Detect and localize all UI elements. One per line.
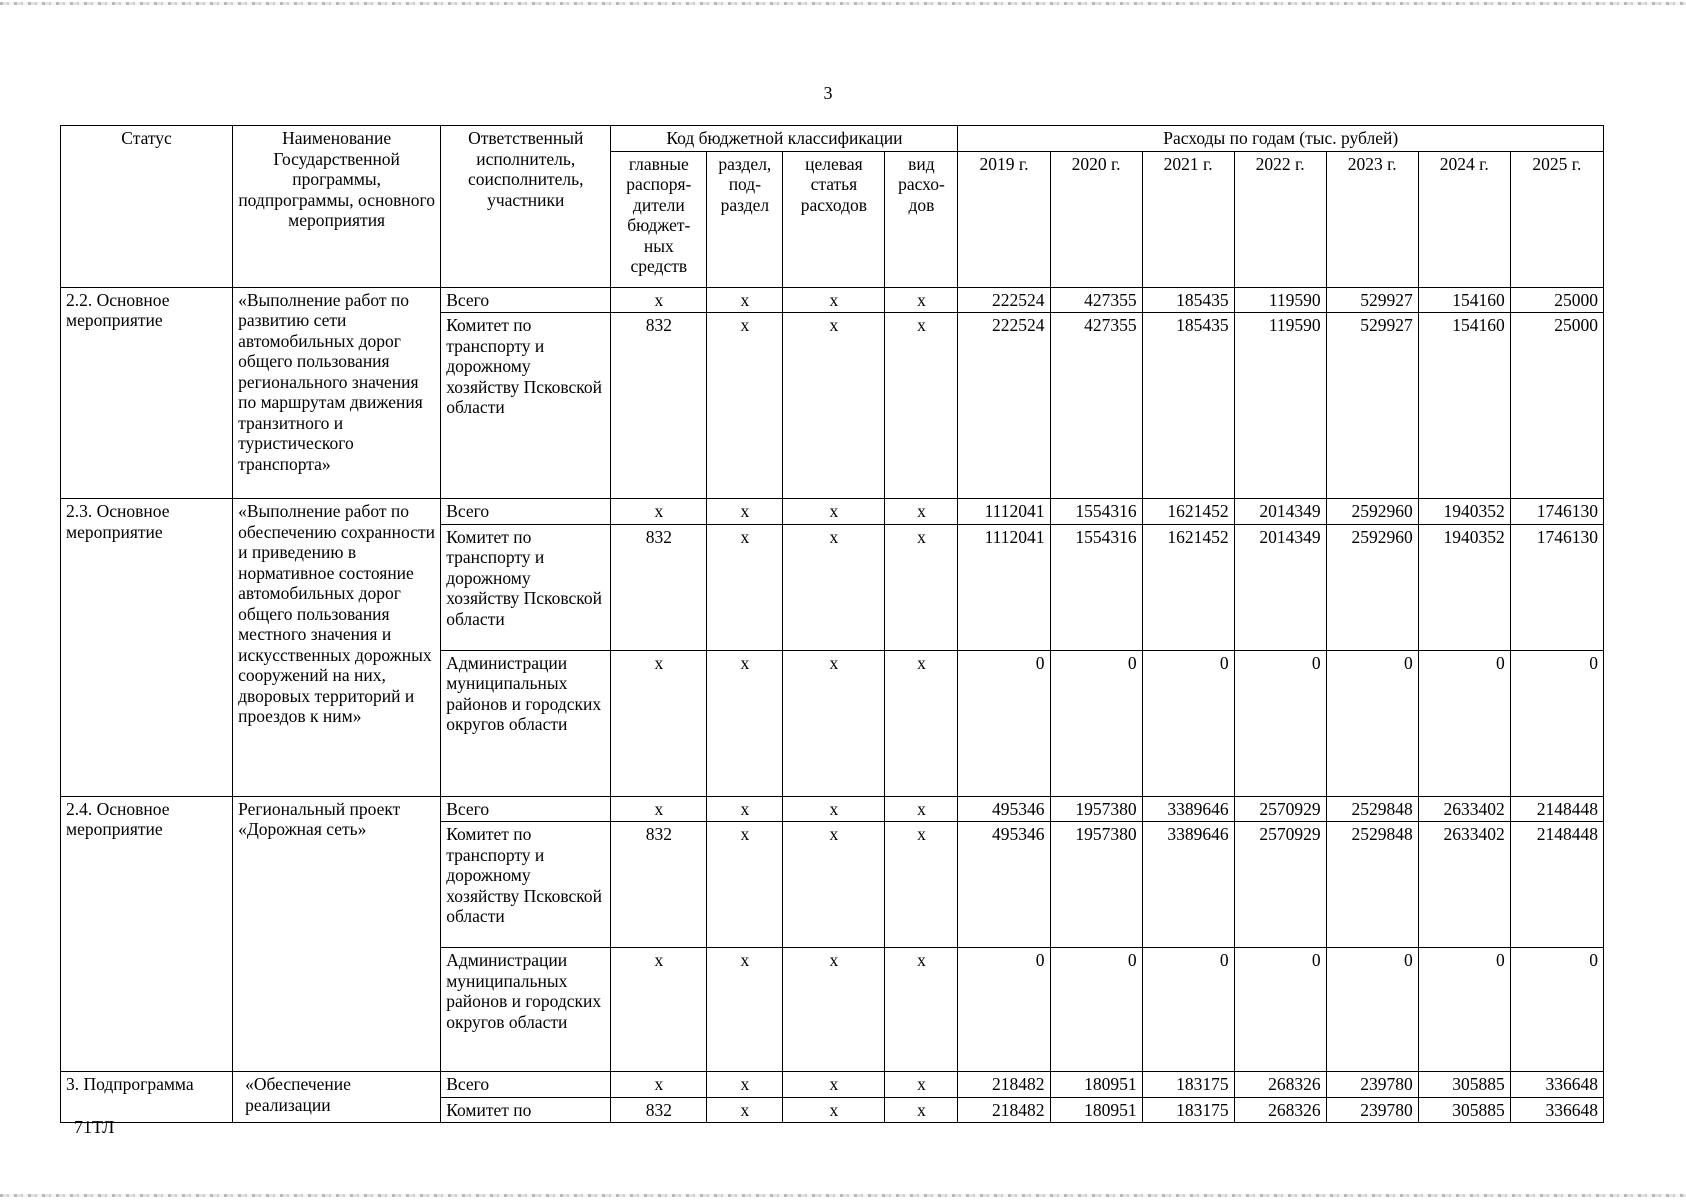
value-cell: 2633402 [1418, 822, 1510, 948]
value-cell: 2148448 [1510, 822, 1603, 948]
code-cell: x [885, 524, 958, 650]
value-cell: 2570929 [1234, 796, 1326, 822]
value-cell: 1112041 [958, 499, 1050, 525]
executor-cell: Всего [441, 796, 611, 822]
value-cell: 0 [958, 650, 1050, 796]
header-code-section: раздел, под-раздел [707, 151, 783, 287]
executor-cell: Комитет по транспорту и дорожному хозяйству Псковской области [441, 822, 611, 948]
value-cell: 183175 [1142, 1097, 1234, 1123]
value-cell: 185435 [1142, 313, 1234, 499]
value-cell: 154160 [1418, 287, 1510, 313]
code-cell: 832 [611, 1097, 707, 1123]
value-cell: 0 [1050, 650, 1142, 796]
value-cell: 2529848 [1326, 796, 1418, 822]
code-cell: x [707, 1072, 783, 1098]
code-cell: x [783, 287, 885, 313]
value-cell: 1554316 [1050, 499, 1142, 525]
value-cell: 0 [958, 948, 1050, 1072]
header-year-2023: 2023 г. [1326, 151, 1418, 287]
header-code-target: целевая статья расходов [783, 151, 885, 287]
value-cell: 180951 [1050, 1097, 1142, 1123]
value-cell: 119590 [1234, 313, 1326, 499]
header-budget-code-group: Код бюджетной классификации [611, 126, 958, 152]
value-cell: 2633402 [1418, 796, 1510, 822]
code-cell: x [707, 313, 783, 499]
value-cell: 119590 [1234, 287, 1326, 313]
value-cell: 268326 [1234, 1097, 1326, 1123]
header-year-2019: 2019 г. [958, 151, 1050, 287]
value-cell: 495346 [958, 796, 1050, 822]
code-cell: x [611, 650, 707, 796]
value-cell: 2014349 [1234, 499, 1326, 525]
value-cell: 3389646 [1142, 796, 1234, 822]
value-cell: 218482 [958, 1072, 1050, 1098]
program-name-cell: Региональный проект «Дорожная сеть» [233, 796, 441, 1072]
value-cell: 305885 [1418, 1097, 1510, 1123]
value-cell: 222524 [958, 313, 1050, 499]
value-cell: 529927 [1326, 287, 1418, 313]
code-cell: x [885, 313, 958, 499]
code-cell: x [783, 948, 885, 1072]
program-name-cell: «Выполнение работ по развитию сети автомобильных дорог общего пользования регионального значения по маршрутам движения транзитного и туристического транспорта» [233, 287, 441, 499]
code-cell: x [707, 287, 783, 313]
value-cell: 336648 [1510, 1072, 1603, 1098]
code-cell: x [885, 1097, 958, 1123]
value-cell: 0 [1510, 650, 1603, 796]
program-name-cell: «Обеспечение реализации [233, 1072, 441, 1123]
value-cell: 1940352 [1418, 499, 1510, 525]
code-cell: 832 [611, 313, 707, 499]
code-cell: 832 [611, 524, 707, 650]
header-year-2020: 2020 г. [1050, 151, 1142, 287]
code-cell: x [783, 822, 885, 948]
value-cell: 1554316 [1050, 524, 1142, 650]
table-row [61, 796, 1604, 822]
code-cell: x [707, 822, 783, 948]
value-cell: 0 [1418, 650, 1510, 796]
header-year-2021: 2021 г. [1142, 151, 1234, 287]
header-code-main-manager: главные распоря-дители бюджет-ных средств [611, 151, 707, 287]
value-cell: 268326 [1234, 1072, 1326, 1098]
value-cell: 305885 [1418, 1072, 1510, 1098]
code-cell: x [783, 796, 885, 822]
value-cell: 1112041 [958, 524, 1050, 650]
program-name-cell: «Выполнение работ по обеспечению сохранности и приведению в нормативное состояние автомобильных дорог общего пользования местного значения и искусственных дорожных сооружений на них, дворовых территорий и проездов к ним» [233, 499, 441, 797]
code-cell: x [707, 524, 783, 650]
code-cell: x [707, 948, 783, 1072]
code-cell: 832 [611, 822, 707, 948]
executor-cell: Всего [441, 287, 611, 313]
executor-cell: Комитет по транспорту и дорожному хозяйству Псковской области [441, 313, 611, 499]
status-cell: 2.3. Основное мероприятие [61, 499, 233, 797]
value-cell: 154160 [1418, 313, 1510, 499]
value-cell: 495346 [958, 822, 1050, 948]
header-name: Наименование Государственной программы, подпрограммы, основного мероприятия [233, 126, 441, 288]
code-cell: x [885, 822, 958, 948]
value-cell: 2570929 [1234, 822, 1326, 948]
executor-cell: Администрации муниципальных районов и городских округов области [441, 948, 611, 1072]
value-cell: 183175 [1142, 1072, 1234, 1098]
value-cell: 0 [1326, 650, 1418, 796]
status-cell: 2.4. Основное мероприятие [61, 796, 233, 1072]
code-cell: x [707, 499, 783, 525]
value-cell: 239780 [1326, 1097, 1418, 1123]
value-cell: 2529848 [1326, 822, 1418, 948]
scan-top-edge [0, 2, 1686, 5]
code-cell: x [611, 796, 707, 822]
header-year-2024: 2024 г. [1418, 151, 1510, 287]
value-cell: 0 [1510, 948, 1603, 1072]
code-cell: x [707, 1097, 783, 1123]
scan-bottom-edge [0, 1194, 1686, 1197]
code-cell: x [783, 1097, 885, 1123]
code-cell: x [783, 499, 885, 525]
table-row [61, 1072, 1604, 1098]
value-cell: 1746130 [1510, 499, 1603, 525]
code-cell: x [885, 287, 958, 313]
value-cell: 2148448 [1510, 796, 1603, 822]
value-cell: 25000 [1510, 313, 1603, 499]
code-cell: x [885, 1072, 958, 1098]
code-cell: x [783, 1072, 885, 1098]
executor-cell: Комитет по транспорту и дорожному хозяйству Псковской области [441, 524, 611, 650]
value-cell: 1746130 [1510, 524, 1603, 650]
value-cell: 1957380 [1050, 796, 1142, 822]
value-cell: 218482 [958, 1097, 1050, 1123]
header-year-2025: 2025 г. [1510, 151, 1603, 287]
value-cell: 3389646 [1142, 822, 1234, 948]
value-cell: 1957380 [1050, 822, 1142, 948]
table-row [61, 287, 1604, 313]
value-cell: 180951 [1050, 1072, 1142, 1098]
executor-cell: Комитет по [441, 1097, 611, 1123]
value-cell: 0 [1142, 650, 1234, 796]
value-cell: 1621452 [1142, 499, 1234, 525]
code-cell: x [783, 313, 885, 499]
executor-cell: Всего [441, 1072, 611, 1098]
header-executor: Ответственный исполнитель, соисполнитель, участники [441, 126, 611, 288]
header-year-2022: 2022 г. [1234, 151, 1326, 287]
code-cell: x [783, 524, 885, 650]
code-cell: x [611, 499, 707, 525]
header-status: Статус [61, 126, 233, 288]
code-cell: x [885, 499, 958, 525]
code-cell: x [885, 796, 958, 822]
header-code-type: вид расхо-дов [885, 151, 958, 287]
status-cell: 3. Подпрограмма [61, 1072, 233, 1123]
value-cell: 25000 [1510, 287, 1603, 313]
value-cell: 0 [1050, 948, 1142, 1072]
value-cell: 185435 [1142, 287, 1234, 313]
code-cell: x [707, 650, 783, 796]
value-cell: 239780 [1326, 1072, 1418, 1098]
footer-code: 71ТЛ [74, 1117, 115, 1137]
executor-cell: Администрации муниципальных районов и городских округов области [441, 650, 611, 796]
code-cell: x [611, 1072, 707, 1098]
code-cell: x [885, 948, 958, 1072]
code-cell: x [611, 948, 707, 1072]
value-cell: 0 [1234, 650, 1326, 796]
value-cell: 1621452 [1142, 524, 1234, 650]
value-cell: 2592960 [1326, 524, 1418, 650]
value-cell: 2592960 [1326, 499, 1418, 525]
code-cell: x [783, 650, 885, 796]
value-cell: 0 [1418, 948, 1510, 1072]
code-cell: x [885, 650, 958, 796]
table-row [61, 499, 1604, 525]
page-number: 3 [823, 83, 833, 103]
budget-table [60, 125, 1604, 1123]
value-cell: 529927 [1326, 313, 1418, 499]
code-cell: x [611, 287, 707, 313]
value-cell: 222524 [958, 287, 1050, 313]
value-cell: 0 [1142, 948, 1234, 1072]
status-cell: 2.2. Основное мероприятие [61, 287, 233, 499]
header-row-1 [61, 126, 1604, 152]
value-cell: 0 [1234, 948, 1326, 1072]
value-cell: 427355 [1050, 313, 1142, 499]
value-cell: 1940352 [1418, 524, 1510, 650]
value-cell: 2014349 [1234, 524, 1326, 650]
value-cell: 336648 [1510, 1097, 1603, 1123]
code-cell: x [707, 796, 783, 822]
header-expenses-group: Расходы по годам (тыс. рублей) [958, 126, 1604, 152]
executor-cell: Всего [441, 499, 611, 525]
value-cell: 0 [1326, 948, 1418, 1072]
value-cell: 427355 [1050, 287, 1142, 313]
